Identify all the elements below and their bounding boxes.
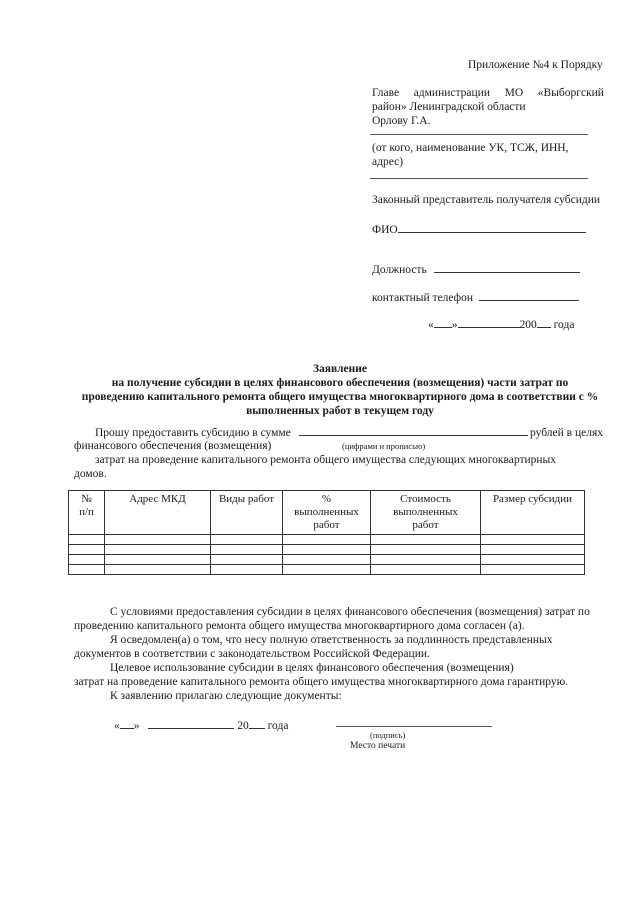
date-close-quote: » — [133, 720, 140, 732]
footer-date — [114, 718, 288, 733]
date-open-quote: « — [114, 720, 120, 732]
date-suffix: года — [267, 720, 289, 732]
position-field — [372, 262, 580, 277]
col-subsidy-header: Размер субсидии — [481, 491, 585, 535]
header-date — [428, 317, 574, 332]
month-blank — [458, 317, 520, 328]
date-close-quote: » — [451, 319, 458, 331]
day-blank — [120, 718, 134, 729]
day-blank — [434, 317, 452, 328]
position-blank — [434, 262, 580, 273]
table-header-row — [69, 491, 585, 535]
phone-field — [372, 290, 579, 305]
table-row — [69, 545, 585, 555]
request-line-3: затрат на проведение капитального ремонта общего имущества следующих многоквартирных — [95, 454, 557, 466]
sender-line — [370, 134, 588, 135]
month-blank — [148, 718, 234, 729]
sender-line-2 — [370, 178, 588, 179]
attachments-line: К заявлению прилагаю следующие документы: — [110, 690, 342, 702]
appendix-note: Приложение №4 к Порядку — [468, 59, 603, 71]
stamp-place: Место печати — [350, 741, 406, 751]
request-text: Прошу предоставить субсидию в сумме — [95, 427, 291, 439]
amount-hint: (цифрами и прописью) — [342, 441, 426, 451]
phone-blank — [479, 290, 579, 301]
sender-note-line-1: (от кого, наименование УК, ТСЖ, ИНН, — [372, 142, 569, 154]
amount-blank — [299, 425, 528, 436]
phone-label: контактный телефон — [372, 292, 474, 304]
date-suffix: года — [553, 319, 575, 331]
signature-line — [336, 726, 492, 727]
table-row — [69, 535, 585, 545]
usage-line-2: затрат на проведение капитального ремонта общего имущества многоквартирного дома гарантирую. — [74, 676, 569, 688]
date-year: 200 — [519, 319, 537, 331]
recipient-line-3: Орлову Г.А. — [372, 115, 431, 127]
recipient-word: администрации — [413, 87, 490, 99]
document-title: Заявление — [312, 363, 367, 375]
col-number-header: № п/п — [69, 491, 105, 535]
year-blank — [537, 317, 551, 328]
col-cost-header: Стоимость выполненных работ — [371, 491, 481, 535]
col-works-header: Виды работ — [211, 491, 283, 535]
request-line-1 — [95, 425, 603, 440]
title-line-2: на получение субсидии в целях финансового обеспечения (возмещения) части затрат по — [111, 377, 569, 389]
recipient-word: МО — [504, 87, 524, 99]
conditions-line-1: С условиями предоставления субсидии в целях финансового обеспечения (возмещения) затрат по — [110, 606, 590, 618]
request-line-2: финансового обеспечения (возмещения) — [74, 440, 272, 452]
recipient-line-2: район» Ленинградской области — [372, 101, 526, 113]
col-address-header: Адрес МКД — [105, 491, 211, 535]
recipient-line-1 — [372, 86, 604, 100]
request-text-end: рублей в целях — [530, 427, 603, 439]
usage-line-1: Целевое использование субсидии в целях финансового обеспечения (возмещения) — [110, 662, 514, 674]
title-line-3: проведению капитального ремонта общего имущества многоквартирного дома в соответствии с % — [81, 391, 599, 403]
fio-blank — [398, 222, 586, 233]
date-year: 20 — [237, 720, 249, 732]
table-row — [69, 565, 585, 575]
signature-hint: (подпись) — [370, 730, 406, 740]
position-label: Должность — [372, 264, 427, 276]
request-line-4: домов. — [74, 468, 107, 480]
responsibility-line-1: Я осведомлен(а) о том, что несу полную ответственность за подлинность представленных — [110, 634, 553, 646]
table-row — [69, 555, 585, 565]
year-blank — [249, 718, 265, 729]
legal-representative-label: Законный представитель получателя субсидии — [372, 194, 601, 206]
recipient-word: Главе — [372, 87, 400, 99]
recipient-word: «Выборгский — [537, 87, 604, 99]
conditions-line-2: проведению капитального ремонта общего имущества многоквартирного дома согласен (а). — [74, 620, 525, 632]
responsibility-line-2: документов в соответствии с законодательством Российской Федерации. — [74, 648, 430, 660]
fio-label: ФИО — [372, 224, 398, 236]
fio-field — [372, 222, 586, 237]
col-percent-header: % выполненных работ — [283, 491, 371, 535]
title-line-4: выполненных работ в текущем году — [246, 405, 434, 417]
sender-note-line-2: адрес) — [372, 156, 404, 168]
date-open-quote: « — [428, 319, 434, 331]
houses-table — [68, 490, 585, 575]
